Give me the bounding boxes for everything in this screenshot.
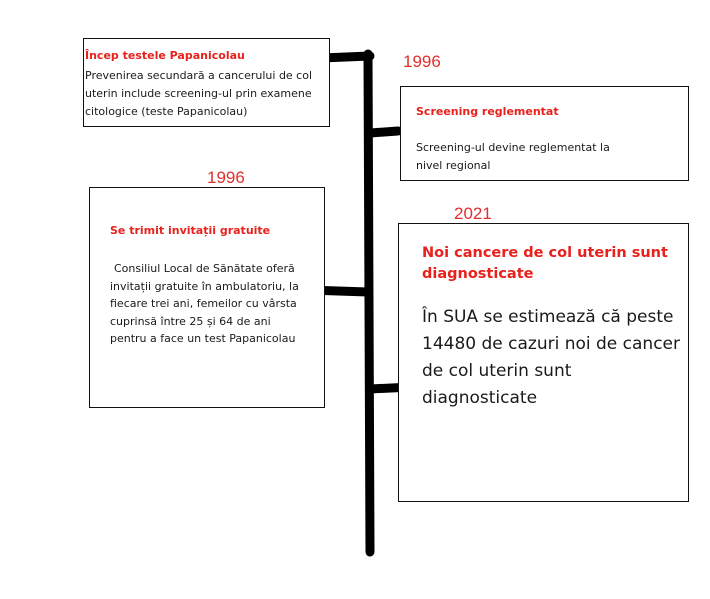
event-description: Consiliul Local de Sănătate oferă invitații gratuite în ambulatoriu, la fiecare trei ani, femeilor cu vârsta cuprinsă între 25 și 64 de ani pentru a face un test Papanicolau xyxy=(110,262,299,345)
event-card-2021 xyxy=(398,223,689,502)
connector-1996-right xyxy=(370,131,398,133)
year-label-1996-right: 1996 xyxy=(403,52,441,71)
year-label-1996-left: 1996 xyxy=(207,168,245,187)
event-title: Noi cancere de col uterin sunt diagnosticate xyxy=(422,245,668,282)
year-label-2021: 2021 xyxy=(454,204,492,223)
event-title: Se trimit invitații gratuite xyxy=(110,224,271,237)
event-description: Screening-ul devine reglementat la nivel regional xyxy=(416,141,610,172)
event-description: În SUA se estimează că peste 14480 de cazuri noi de cancer de col uterin sunt diagnosticate xyxy=(422,307,681,408)
event-card-1996-right xyxy=(400,86,689,181)
event-title: Încep testele Papanicolau xyxy=(85,49,245,62)
event-description: Prevenirea secundară a cancerului de col uterin include screening-ul prin examene citologice (teste Papanicolau) xyxy=(85,69,313,118)
event-card-1970 xyxy=(83,38,330,127)
event-card-1996-left xyxy=(89,187,325,408)
event-title: Screening reglementat xyxy=(416,105,559,118)
